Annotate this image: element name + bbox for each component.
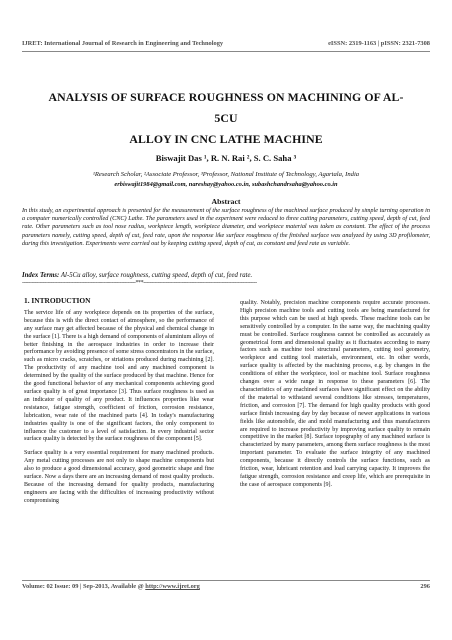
authors: Biswajit Das ¹, R. N. Rai ², S. C. Saha ³ <box>155 153 297 163</box>
header-rule <box>22 51 430 52</box>
paragraph-3: quality. Notably, precision machine components require accurate processes. High precision machine tools and cutting tools are being manufactured for this purpose which can be used at high speeds. These machine tools can be sensitively controlled by a computer. In the same way, the machining quality must be controlled. Surface roughness cannot be controlled as accurately as geometrical form and dimensional quality as it fluctuates according to many factors such as machine tool structural parameters, cutting tool geometry, workpiece and cutting tool materials, environment, etc. In other words, surface quality is affected by the machining process, e.g. by changes in the conditions of either the workpiece, tool or machine tool. Surface roughness changes over a wide range in response to these parameters [6]. The characteristics of any machined surfaces have significant effect on the ability of the material to withstand several conditions like stresses, temperatures, friction, and corrosion [7]. The demand for high quality products with good surface finish increasing day by day because of newer applications in various fields like automobile, die and mold manufacturing and thus manufacturers are required to increase productivity by improving surface quality to remain competitive in the market [8]. Surface topography of any machined surface is characterized by many parameters, among them surface roughness is the most important parameter. To evaluate the surface integrity of any machined components, because it directly controls the surface functions, such as friction, wear, lubricant retention and load carrying capacity. It improves the fatigue strength, corrosion resistance and creep life, which are prerequisite in the case of aerospace components [9]. <box>240 300 430 488</box>
footer-rule <box>22 580 430 581</box>
title-line-2: ALLOY IN CNC LATHE MACHINE <box>129 132 323 146</box>
author-emails: erbiswajit1984@gmail.com, nareshay@yahoo.co.in, subashchandrsaha@yahoo.co.in <box>114 181 338 188</box>
affiliation: ¹Research Scholar, ²Associate Professor, ³Professor, National Institute of Technology, Agartala, India <box>92 171 360 178</box>
index-terms <box>22 272 430 279</box>
section-heading: 1. INTRODUCTION <box>24 296 91 305</box>
index-terms-label: Index Terms: <box>22 272 60 279</box>
volume-info <box>22 583 200 590</box>
issn: eISSN: 2319-1163 | pISSN: 2321-7308 <box>328 40 430 47</box>
running-header <box>22 40 430 47</box>
right-column <box>240 300 430 496</box>
journal-name: IJRET: International Journal of Research in Engineering and Technology <box>22 40 224 47</box>
journal-url-link[interactable]: http://www.ijret.org <box>145 583 200 590</box>
paragraph-1: The service life of any workpiece depends on its properties of the surface, because this is with the direct contact of atmosphere, so the performance of any surface may get affected because of the physical and chemical change in the surface [1]. There is a high demand of components of aluminium alloys of better finishing in the aerospace industries in order to increase their performance by avoiding presence of some stress concentrators in the surface, such as micro cracks, scratches, or striations produced during machining [2]. The productivity of any machine tool and any machined component is determined by the quality of the surface produced by that machine. Hence for the good functional behavior of any mechanical components achieving good surface quality is of great importance [3]. Thus surface roughness is used as an indicator of quality of any product. It influences properties like wear resistance, fatigue strength, coefficient of friction, corrosion resistance, lubrication, wear rate of the machined parts [4]. In today's manufacturing industries quality is one of the significant factors, the only component to influence the customer to a level of satisfaction. In every industrial sector surface quality is detected by the surface roughness of the component [5]. <box>24 309 214 443</box>
abstract-body: In this study, an experimental approach is presented for the measurement of the surface roughness of the machined surface produced by simple turning operation in a computer numerically controlled (CNC) Lathe. The parameters used in the experiment were reduced to three cutting parameters, cutting speed, depth of cut, feed rate. Other parameters such as tool nose radius, workpiece length, workpiece diameter, and workpiece material was taken as constant. The effect of the process parameters namely, cutting speed, depth of cut, feed rate, upon the response like surface roughness of the finished surface was analyzed by using 3D profilometer, during this investigation. Experiments were carried out by keeping cutting speed, depth of cut, as constant and feed rate as variable. <box>22 207 430 247</box>
section-separator: -----------------------------------------------------------------------***----------------------------------------------------------------------- <box>22 280 257 286</box>
paper-title <box>40 87 412 150</box>
title-line-1: ANALYSIS OF SURFACE ROUGHNESS ON MACHINING OF AL-5CU <box>48 90 404 125</box>
volume-text: Volume: 02 Issue: 09 | Sep-2013, Available @ <box>22 583 146 590</box>
index-terms-text: Al-5Cu alloy, surface roughness, cutting speed, depth of cut, feed rate. <box>59 272 253 279</box>
left-column <box>24 297 214 512</box>
paragraph-2: Surface quality is a very essential requirement for many machined products. Any metal cutting processes are not only to shape machine components but also to produce a good dimensional accuracy, good geometric shape and fine surface. Now a days there are an increasing demand of most quality products. Because of the increasing demand for quality products, manufacturing engineers are facing with the difficulties of increasing productivity without compromising <box>24 450 214 504</box>
abstract-heading: Abstract <box>211 197 241 206</box>
page-number: 296 <box>420 583 430 590</box>
running-footer <box>22 583 430 590</box>
